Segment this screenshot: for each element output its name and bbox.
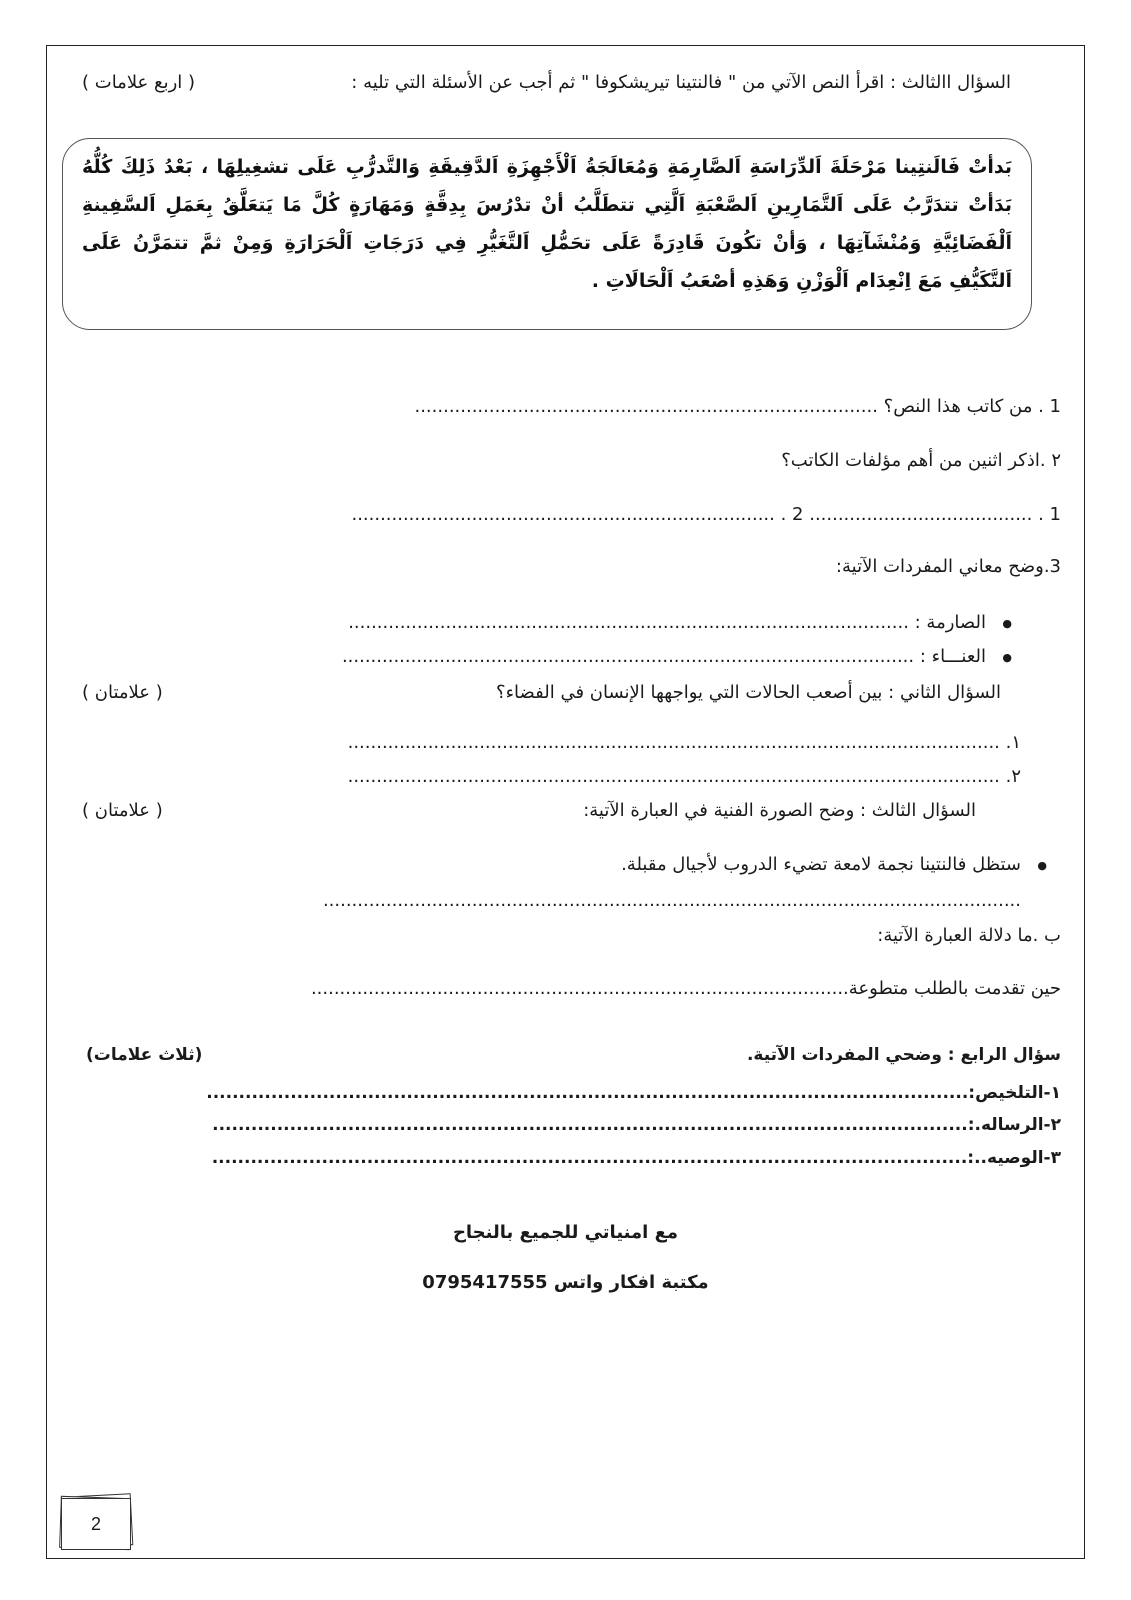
page-number-box: [58, 1495, 134, 1551]
figurative-sentence: ● ستظل فالنتينا نجمة لامعة تضيء الدروب لأجيال مقبلة.: [621, 854, 1021, 875]
q3-part-b: ب .ما دلالة العبارة الآتية:: [877, 925, 1061, 946]
q2-section-marks: ( علامتان ): [82, 682, 163, 703]
question-3: 3.وضح معاني المفردات الآتية:: [835, 556, 1061, 577]
passage-text: بَدأتْ فَالَنتِينا مَرْحَلَةَ اَلدِّرَاسَةِ اَلصَّارِمَةِ وَمُعَالَجَةُ اَلْأَجْهِزَةِ اَلدَّقِيقَةِ وَالتَّدرُّبِ عَلَى تشغِيلِهَا ، بَعْدُ ذَلِكَ كُلُّهُ بَدَأتْ تتدَرَّبُ عَلَى اَلتَّمَارِينِ اَلصَّعْبَةِ اَلَّتِي تتطَلَّبُ أنْ تدْرُسَ بِدِقَّةٍ وَمَهَارَةٍ كُلَّ مَا يَتعَلَّقُ بِعَمَلِ اَلسَّفِينةِ اَلْفَضَائِيَّةِ وَمُنْشَآتِهَا ، وَأنْ تكُونَ قَادِرَةً عَلَى تحَمُّلِ اَلتَّغَيُّرِ فِي دَرَجَاتِ اَلْحَرَارَةِ وَمِنْ ثمَّ تتمَرَّنُ عَلَى اَلتَّكَيُّفِ مَعَ اِنْعِدَام اَلْوَزْنِ وَهَذِهِ أصْعَبُ اَلْحَالَاتِ .: [82, 156, 1012, 292]
q2-answer-1: ١. ..................................................................................................................: [347, 732, 1021, 753]
vocab-item-hardship: ● العنـــاء : ....................................................................................................: [342, 646, 986, 667]
q3-header-marks: ( اربع علامات ): [82, 72, 196, 93]
q4-section-text: سؤال الرابع : وضحي المفردات الآتية.: [746, 1045, 1061, 1065]
q3-part-b-answer: حين تقدمت بالطلب متطوعة..............................................................................................: [310, 978, 1061, 999]
q2-answer-2: ٢. ..................................................................................................................: [347, 766, 1021, 787]
q3-header-text: السؤال االثالث : اقرأ النص الآتي من " فالنتينا تيريشكوفا " ثم أجب عن الأسئلة التي تليه :: [351, 72, 1011, 93]
question-2-answers: 1 . ....................................... 2 . ..........................................................................: [351, 504, 1061, 525]
figurative-answer-line: ..........................................................................................................................: [322, 890, 1021, 911]
q4-section-marks: (ثلاث علامات): [86, 1045, 203, 1065]
q4-item-will: ٣-الوصيه..:.....................................................................................................................: [211, 1148, 1061, 1168]
q4-item-summary: ١-التلخيص:......................................................................................................................: [206, 1083, 1061, 1103]
page-number: 2: [61, 1498, 131, 1550]
q2-section-text: السؤال الثاني : بين أصعب الحالات التي يواجهها الإنسان في الفضاء؟: [496, 682, 1001, 703]
vocab-item-strict: ● الصارمة : ..................................................................................................: [348, 612, 986, 633]
q4-item-letter: ٢-الرساله.:.....................................................................................................................: [212, 1115, 1061, 1135]
question-2: ٢ .اذكر اثنين من أهم مؤلفات الكاتب؟: [781, 450, 1061, 471]
footer-wish: مع امنياتي للجميع بالنجاح: [452, 1222, 679, 1243]
q3-section-marks: ( علامتان ): [82, 800, 163, 821]
footer-library: مكتبة افكار واتس 0795417555: [422, 1272, 709, 1293]
q3-section-text: السؤال الثالث : وضح الصورة الفنية في العبارة الآتية:: [583, 800, 976, 821]
question-1: 1 . من كاتب هذا النص؟ .................................................................................: [414, 396, 1061, 417]
